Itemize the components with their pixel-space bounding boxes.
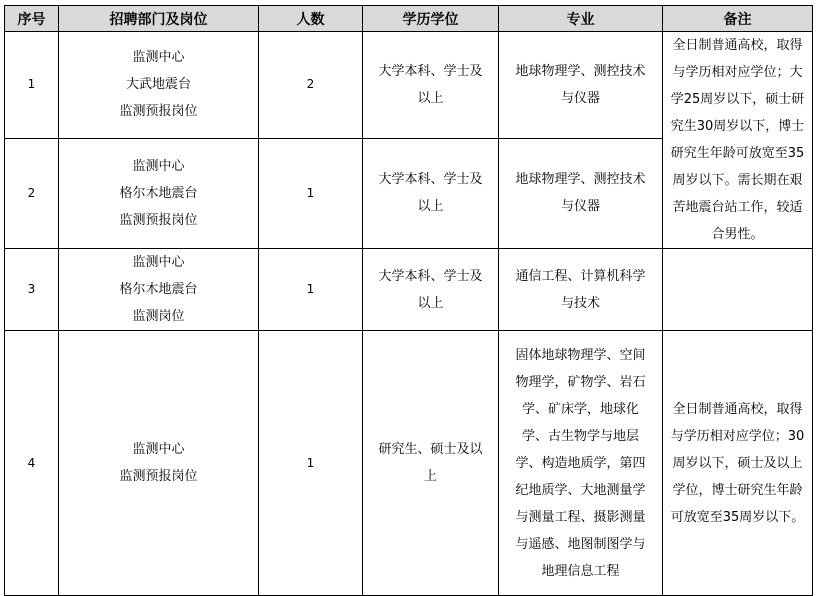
table-row: [5, 32, 813, 139]
major-line: 与仪器: [560, 90, 600, 106]
row-position: [59, 32, 259, 139]
header-education: 学历学位: [363, 6, 499, 32]
major-line: 学、矿床学，地球化: [521, 401, 639, 417]
note-line: 周岁以下。需长期在艰: [672, 173, 803, 188]
row-count: 1: [259, 249, 363, 331]
note-line: 全日制普通高校，取得: [672, 38, 803, 53]
row-major: [499, 138, 663, 248]
major-line: 与测量工程、摄影测量: [515, 509, 646, 525]
note-line: 究生30周岁以下，博士: [670, 119, 805, 134]
note-line: 可放宽至35周岁以下。: [670, 509, 805, 525]
position-line: 监测预报岗位: [119, 212, 198, 228]
row-index: 3: [5, 249, 59, 331]
note-line: 合男性。: [711, 227, 764, 242]
major-line: 固体地球物理学、空间: [515, 347, 646, 363]
education-line: 以上: [417, 199, 444, 215]
education-line: 大学本科、学士及: [378, 172, 483, 188]
education-line: 上: [423, 469, 437, 484]
position-line: 大武地震台: [125, 77, 191, 93]
note-line: 学25周岁以下，硕士研: [670, 92, 805, 107]
education-line: 研究生、硕士及以: [378, 442, 483, 457]
row-major: [499, 331, 663, 596]
major-line: 纪地质学、大地测量学: [515, 482, 646, 498]
position-line: 格尔木地震台: [119, 185, 198, 201]
position-line: 监测岗位: [132, 309, 185, 324]
row-position: [59, 331, 259, 596]
note-line: 与学历相对应学位；30: [670, 428, 805, 444]
row-education: [363, 331, 499, 596]
position-line: 格尔木地震台: [119, 282, 198, 297]
position-line: 监测中心: [132, 442, 185, 457]
major-line: 通信工程、计算机科学: [515, 268, 646, 284]
note-line: 全日制普通高校，取得: [672, 401, 803, 417]
row-position: [59, 138, 259, 248]
major-line: 学、古生物学与地层: [521, 428, 639, 444]
position-line: 监测中心: [132, 255, 185, 270]
major-line: 地理信息工程: [541, 563, 620, 579]
note-line: 研究生年龄可放宽至35: [670, 146, 805, 161]
row-count: 2: [259, 32, 363, 139]
row-major: [499, 32, 663, 139]
row-notes: [663, 32, 813, 249]
header-notes: 备注: [663, 6, 813, 32]
table-row: [5, 331, 813, 596]
position-line: 监测预报岗位: [119, 469, 198, 484]
row-education: [363, 138, 499, 248]
row-major: [499, 249, 663, 331]
education-line: 以上: [417, 295, 444, 311]
row-count: 1: [259, 331, 363, 596]
position-line: 监测中心: [132, 50, 185, 66]
major-line: 与仪器: [560, 199, 600, 215]
education-line: 以上: [417, 90, 444, 106]
table-row: [5, 249, 813, 331]
note-line: 学位，博士研究生年龄: [672, 482, 803, 498]
header-count: 人数: [259, 6, 363, 32]
row-index: 2: [5, 138, 59, 248]
position-line: 监测中心: [132, 158, 185, 174]
major-line: 地球物理学、测控技术: [515, 172, 646, 188]
header-major: 专业: [499, 6, 663, 32]
header-index: 序号: [5, 6, 59, 32]
row-education: [363, 32, 499, 139]
education-line: 大学本科、学士及: [378, 268, 483, 284]
education-line: 大学本科、学士及: [378, 63, 483, 79]
major-line: 物理学，矿物学、岩石: [515, 374, 646, 390]
major-line: 与技术: [560, 295, 600, 311]
note-line: 与学历相对应学位；大: [672, 65, 803, 80]
row-notes-empty: [663, 249, 813, 331]
row-index: 1: [5, 32, 59, 139]
table-header-row: [5, 6, 813, 32]
note-line: 周岁以下，硕士及以上: [672, 455, 803, 471]
row-education: [363, 249, 499, 331]
row-notes: [663, 331, 813, 596]
note-line: 苦地震台站工作，较适: [672, 200, 803, 215]
row-index: 4: [5, 331, 59, 596]
position-line: 监测预报岗位: [119, 104, 198, 120]
row-position: [59, 249, 259, 331]
row-count: 1: [259, 138, 363, 248]
major-line: 学、构造地质学，第四: [515, 455, 646, 471]
major-line: 与遥感、地图制图学与: [515, 536, 646, 552]
recruitment-table: [4, 5, 813, 596]
header-position: 招聘部门及岗位: [59, 6, 259, 32]
major-line: 地球物理学、测控技术: [515, 63, 646, 79]
